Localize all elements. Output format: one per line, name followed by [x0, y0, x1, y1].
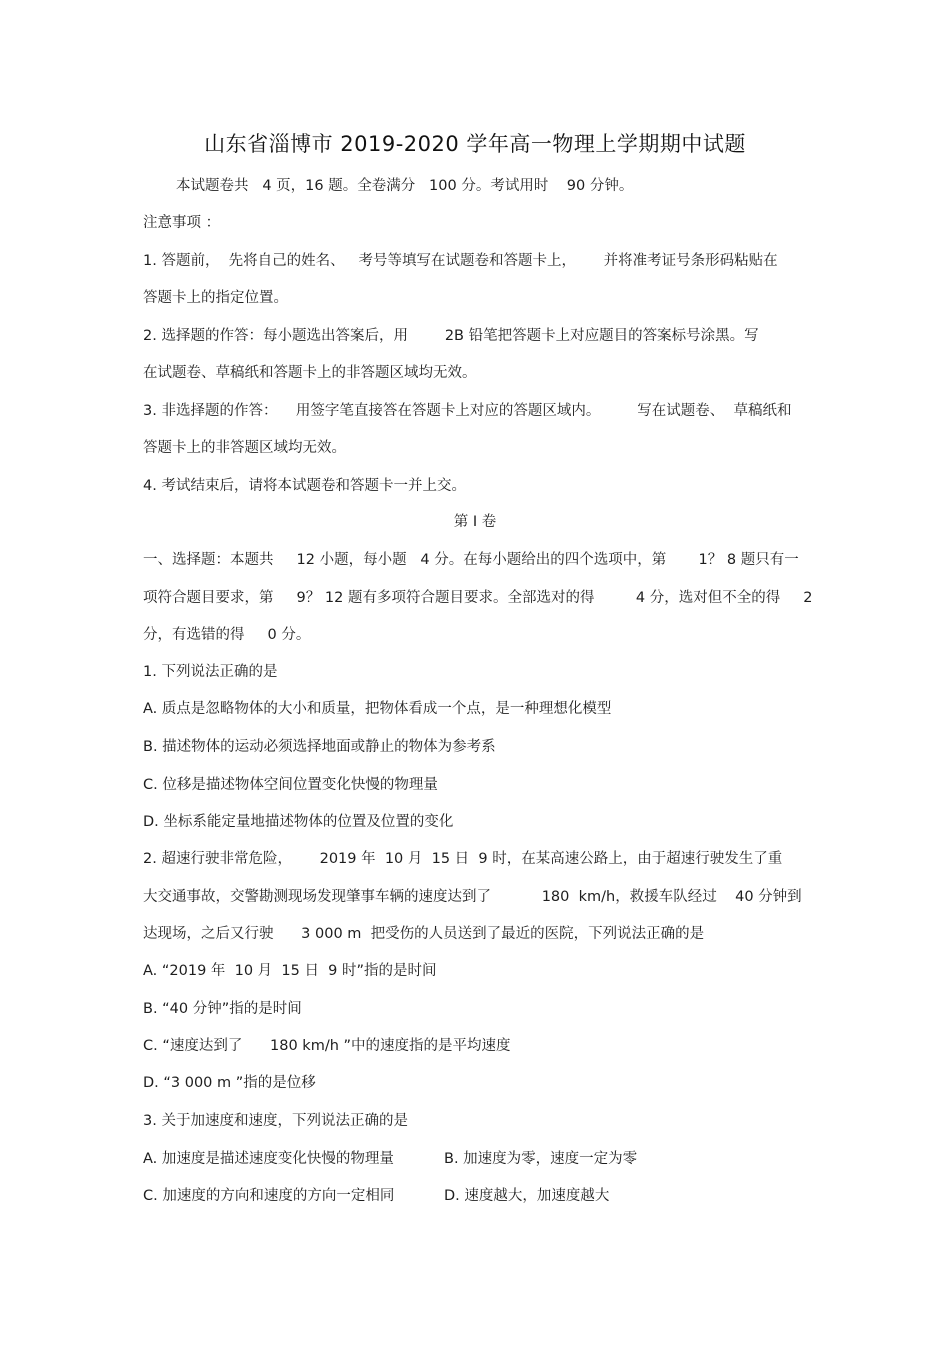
question-2-stem: 达现场，之后又行驶 3 000 m 把受伤的人员送到了最近的医院，下列说法正确的是 [143, 926, 705, 942]
question-2-option-b: B. “40 分钟”指的是时间 [143, 1001, 302, 1017]
notice-line: 2. 选择题的作答：每小题选出答案后，用 2B 铅笔把答题卡上对应题目的答案标号涂黑。写 [143, 328, 759, 344]
notice-heading: 注意事项 ： [143, 215, 221, 231]
question-2-stem: 2. 超速行驶非常危险， 2019 年 10 月 15 日 9 时，在某高速公路上，由于超速行驶发生了重 [143, 851, 783, 867]
notice-line: 4. 考试结束后，请将本试题卷和答题卡一并上交。 [143, 478, 466, 494]
notice-line: 在试题卷、草稿纸和答题卡上的非答题区域均无效。 [143, 365, 477, 381]
question-1-option-c: C. 位移是描述物体空间位置变化快慢的物理量 [143, 777, 438, 793]
question-3-option-d: D. 速度越大，加速度越大 [444, 1188, 610, 1204]
question-2-option-c: C. “速度达到了 180 km/h ”中的速度指的是平均速度 [143, 1038, 511, 1054]
section-title: 第 Ⅰ 卷 [453, 514, 497, 530]
question-3-option-c: C. 加速度的方向和速度的方向一定相同 [143, 1188, 395, 1204]
question-2-stem: 大交通事故，交警勘测现场发现肇事车辆的速度达到了 180 km/h，救援车队经过 40 分钟到 [143, 889, 802, 905]
section-intro-line: 项符合题目要求，第 9？ 12 题有多项符合题目要求。全部选对的得 4 分，选对但不全的得 2 [143, 590, 813, 606]
section-intro-line: 分，有选错的得 0 分。 [143, 627, 311, 643]
exam-intro: 本试题卷共 4 页，16 题。全卷满分 100 分。考试用时 90 分钟。 [176, 178, 634, 194]
question-1-option-d: D. 坐标系能定量地描述物体的位置及位置的变化 [143, 814, 454, 830]
question-1-stem: 1. 下列说法正确的是 [143, 664, 278, 680]
notice-line: 1. 答题前， 先将自己的姓名、 考号等填写在试题卷和答题卡上， 并将准考证号条形码粘贴在 [143, 253, 778, 269]
question-2-option-d: D. “3 000 m ”指的是位移 [143, 1075, 316, 1091]
question-3-option-a: A. 加速度是描述速度变化快慢的物理量 [143, 1151, 394, 1167]
question-3-option-b: B. 加速度为零，速度一定为零 [444, 1151, 638, 1167]
question-2-option-a: A. “2019 年 10 月 15 日 9 时”指的是时间 [143, 963, 437, 979]
section-intro-line: 一、选择题：本题共 12 小题，每小题 4 分。在每小题给出的四个选项中，第 1？ 8 题只有一 [143, 552, 799, 568]
exam-title: 山东省淄博市 2019-2020 学年高一物理上学期期中试题 [204, 132, 746, 156]
question-1-option-b: B. 描述物体的运动必须选择地面或静止的物体为参考系 [143, 739, 496, 755]
question-1-option-a: A. 质点是忽略物体的大小和质量，把物体看成一个点，是一种理想化模型 [143, 701, 612, 717]
notice-line: 答题卡上的非答题区域均无效。 [143, 440, 346, 456]
notice-line: 答题卡上的指定位置。 [143, 290, 288, 306]
question-3-stem: 3. 关于加速度和速度，下列说法正确的是 [143, 1113, 408, 1129]
notice-line: 3. 非选择题的作答： 用签字笔直接答在答题卡上对应的答题区域内。 写在试题卷、 草稿纸和 [143, 403, 792, 419]
